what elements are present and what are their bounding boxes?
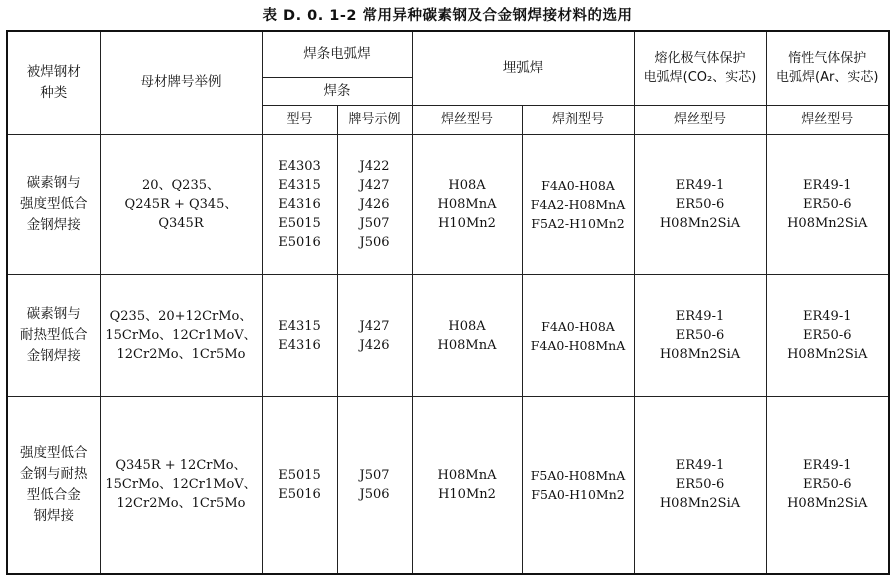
row3-steel-type: 强度型低合 金钢与耐热 型低合金 钢焊接 [7,396,100,574]
row1-electrode-brand: J422 J427 J426 J507 J506 [337,134,412,275]
table-title: 表 D. 0. 1-2 常用异种碳素钢及合金钢焊接材料的选用 [262,8,633,24]
row1-gtaw-wire: ER49-1 ER50-6 H08Mn2SiA [766,134,889,275]
row2-electrode-model: E4315 E4316 [262,275,337,396]
header-saw-flux: 焊剂型号 [522,105,634,134]
row3-electrode-model: E5015 E5016 [262,396,337,574]
table-row [7,134,889,275]
row3-gtaw-wire: ER49-1 ER50-6 H08Mn2SiA [766,396,889,574]
row1-gmaw-wire: ER49-1 ER50-6 H08Mn2SiA [634,134,766,275]
header-saw-wire: 焊丝型号 [412,105,522,134]
header-gmaw-wire: 焊丝型号 [634,105,766,134]
header-saw: 埋弧焊 [412,31,634,105]
table-row [7,396,889,574]
table-row [7,275,889,396]
row1-steel-type: 碳素钢与 强度型低合 金钢焊接 [7,134,100,275]
row1-electrode-model: E4303 E4315 E4316 E5015 E5016 [262,134,337,275]
row3-saw-wire: H08MnA H10Mn2 [412,396,522,574]
header-smaw: 焊条电弧焊 [262,31,412,77]
row3-electrode-brand: J507 J506 [337,396,412,574]
row1-saw-flux: F4A0-H08A F4A2-H08MnA F5A2-H10Mn2 [522,134,634,275]
header-gtaw-wire: 焊丝型号 [766,105,889,134]
row2-gtaw-wire: ER49-1 ER50-6 H08Mn2SiA [766,275,889,396]
header-gtaw: 惰性气体保护 电弧焊(Ar、实芯) [766,31,889,105]
row1-base-material: 20、Q235、 Q245R + Q345、 Q345R [100,134,262,275]
header-base-material: 母材牌号举例 [100,31,262,134]
header-model: 型号 [262,105,337,134]
welding-materials-table [6,30,890,575]
row2-electrode-brand: J427 J426 [337,275,412,396]
row2-base-material: Q235、20+12CrMo、 15CrMo、12Cr1MoV、 12Cr2Mo、1Cr5Mo [100,275,262,396]
row2-saw-wire: H08A H08MnA [412,275,522,396]
row2-steel-type: 碳素钢与 耐热型低合 金钢焊接 [7,275,100,396]
header-electrode: 焊条 [262,77,412,105]
row2-saw-flux: F4A0-H08A F4A0-H08MnA [522,275,634,396]
row3-gmaw-wire: ER49-1 ER50-6 H08Mn2SiA [634,396,766,574]
row1-saw-wire: H08A H08MnA H10Mn2 [412,134,522,275]
row2-gmaw-wire: ER49-1 ER50-6 H08Mn2SiA [634,275,766,396]
row3-saw-flux: F5A0-H08MnA F5A0-H10Mn2 [522,396,634,574]
row3-base-material: Q345R + 12CrMo、 15CrMo、12Cr1MoV、 12Cr2Mo、1Cr5Mo [100,396,262,574]
header-brand: 牌号示例 [337,105,412,134]
header-gmaw: 熔化极气体保护 电弧焊(CO₂、实芯) [634,31,766,105]
header-steel-type: 被焊钢材 种类 [7,31,100,134]
